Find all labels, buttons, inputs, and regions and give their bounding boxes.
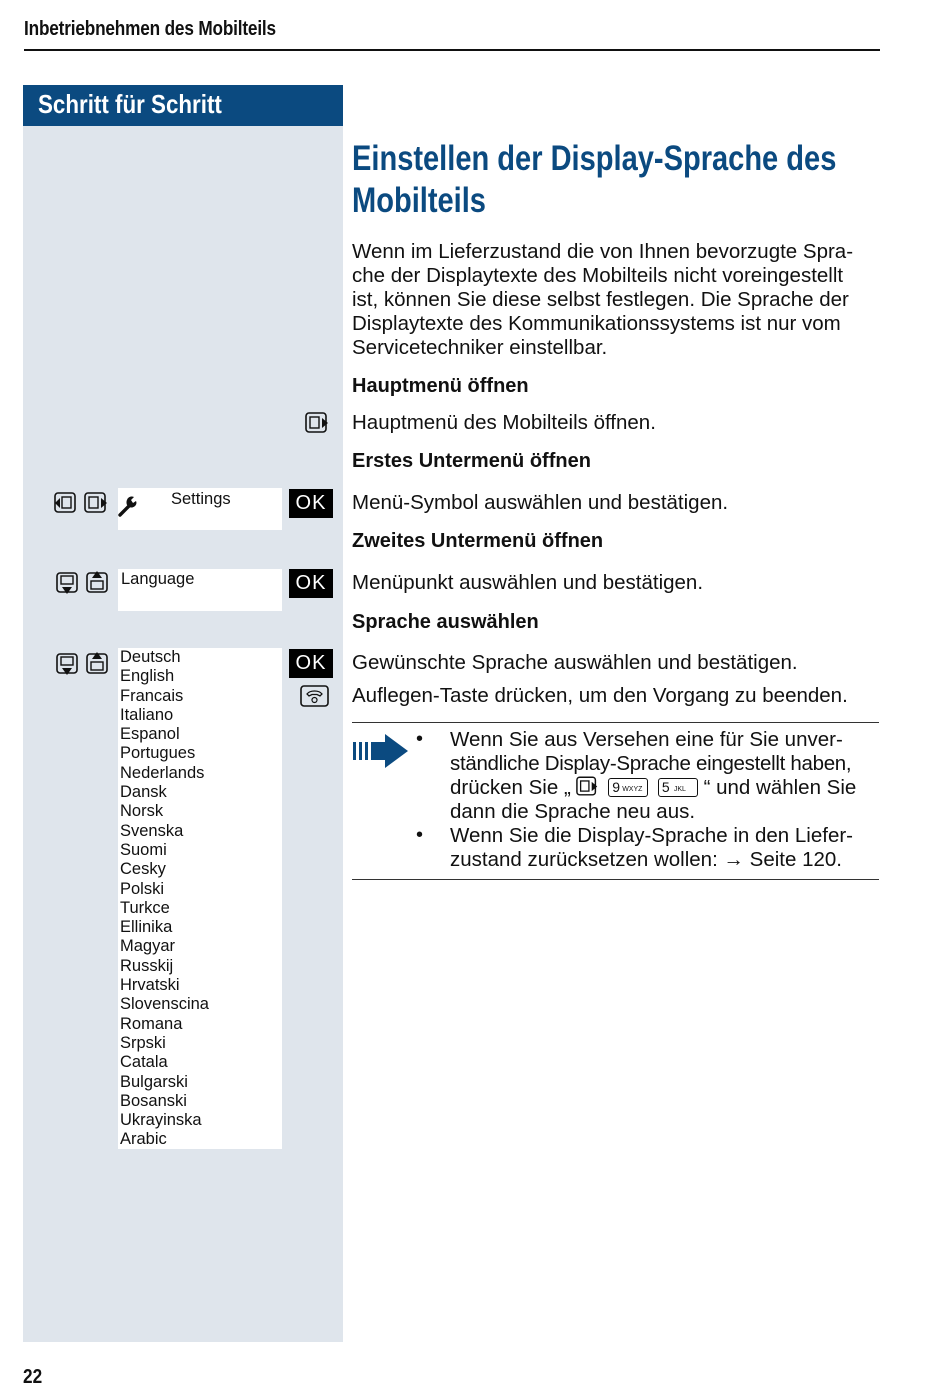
page-number: 22 xyxy=(23,1366,43,1388)
page-title: Einstellen der Display-Sprache des Mobilteils xyxy=(352,139,837,220)
intro-paragraph xyxy=(352,240,882,360)
section-heading: Zweites Untermenü öffnen xyxy=(352,530,604,552)
step-text: Hauptmenü des Mobilteils öffnen. xyxy=(352,411,656,434)
step-text: Menü-Symbol auswählen und bestätigen. xyxy=(352,491,729,514)
step-text: Gewünschte Sprache auswählen und bestätigen. xyxy=(352,651,798,674)
key-9-icon xyxy=(608,778,648,797)
language-option[interactable]: Francais xyxy=(120,686,184,705)
step-column-title xyxy=(23,85,343,126)
section-heading: Erstes Untermenü öffnen xyxy=(352,450,591,472)
language-option[interactable]: Italiano xyxy=(120,705,174,724)
language-option[interactable]: Catala xyxy=(120,1053,168,1072)
note-line: Wenn Sie die Display-Sprache in den Liefer- xyxy=(450,824,854,847)
step-text: Menüpunkt auswählen und bestätigen. xyxy=(352,571,704,594)
language-option[interactable]: Ukrayinska xyxy=(120,1111,202,1130)
up-key-icon[interactable] xyxy=(86,570,108,594)
note-2 xyxy=(450,824,880,872)
running-header: Inbetriebnehmen des Mobilteils xyxy=(24,18,276,40)
note-line-keys xyxy=(450,776,880,800)
language-option[interactable]: Srpski xyxy=(120,1033,166,1052)
key-digit: 9 xyxy=(612,779,620,795)
language-option[interactable]: English xyxy=(120,667,175,686)
language-option[interactable]: Svenska xyxy=(120,821,184,840)
key-letters: JKL xyxy=(673,786,686,793)
step-column-title-text: Schritt für Schritt xyxy=(38,89,222,119)
key-5-icon xyxy=(658,778,698,797)
intro-line: Wenn im Lieferzustand die von Ihnen bevorzugte Spra- xyxy=(352,240,854,263)
header-rule xyxy=(24,49,880,51)
settings-label: Settings xyxy=(171,490,231,508)
section-heading: Hauptmenü öffnen xyxy=(352,375,529,397)
bullet: • xyxy=(416,824,424,846)
language-option[interactable]: Hrvatski xyxy=(120,976,180,995)
right-menu-key-icon xyxy=(576,776,600,797)
language-option[interactable]: Dansk xyxy=(120,783,167,802)
note-line[interactable]: zustand zurücksetzen wollen: → Seite 120. xyxy=(450,848,842,871)
language-option[interactable]: Portugues xyxy=(120,744,196,763)
display-language xyxy=(118,569,282,611)
language-option[interactable]: Ellinika xyxy=(120,918,173,937)
ok-button[interactable]: OK xyxy=(289,649,333,678)
note-arrow-icon xyxy=(352,732,410,770)
right-menu-key-icon xyxy=(305,412,331,434)
down-key-icon[interactable] xyxy=(56,572,78,596)
ok-button[interactable]: OK xyxy=(289,489,333,518)
end-call-key-icon[interactable] xyxy=(300,685,330,707)
language-option[interactable]: Norsk xyxy=(120,802,164,821)
down-key-icon[interactable] xyxy=(56,653,78,677)
note-text: “ und wählen Sie xyxy=(703,776,857,799)
intro-line: ist, können Sie diese selbst festlegen. Die Sprache der xyxy=(352,288,849,311)
key-digit: 5 xyxy=(661,779,670,795)
intro-line: Servicetechniker einstellbar. xyxy=(352,336,608,359)
language-option[interactable]: Arabic xyxy=(120,1130,167,1149)
language-option[interactable]: Turkce xyxy=(120,898,170,917)
up-key-icon[interactable] xyxy=(86,651,108,675)
language-option[interactable]: Espanol xyxy=(120,725,180,744)
key-letters: WXYZ xyxy=(622,786,643,793)
note-line: dann die Sprache neu aus. xyxy=(450,800,696,823)
language-option[interactable]: Magyar xyxy=(120,937,176,956)
step-text: Auflegen-Taste drücken, um den Vorgang zu beenden. xyxy=(352,684,848,707)
display-settings xyxy=(118,488,282,530)
note-text: drücken Sie „ xyxy=(450,776,571,799)
language-option[interactable]: Deutsch xyxy=(120,648,181,666)
language-option[interactable]: Nederlands xyxy=(120,763,205,782)
notes-top-rule xyxy=(352,722,879,723)
language-list xyxy=(120,648,209,1150)
left-key-icon[interactable] xyxy=(53,492,77,514)
language-option[interactable]: Polski xyxy=(120,879,165,898)
language-option[interactable]: Bosanski xyxy=(120,1091,187,1110)
notes-bottom-rule xyxy=(352,879,879,880)
intro-line: che der Displaytexte des Mobilteils nicht voreingestellt xyxy=(352,264,844,287)
note-line: ständliche Display-Sprache eingestellt haben, xyxy=(450,752,852,775)
language-option[interactable]: Russkij xyxy=(120,956,174,975)
language-option[interactable]: Slovenscina xyxy=(120,995,209,1014)
right-menu-key-icon[interactable] xyxy=(84,492,110,514)
ok-button[interactable]: OK xyxy=(289,569,333,598)
note-line: Wenn Sie aus Versehen eine für Sie unver- xyxy=(450,728,843,751)
language-label: Language xyxy=(121,570,195,588)
bullet: • xyxy=(416,728,424,750)
note-1 xyxy=(450,728,880,824)
language-option[interactable]: Bulgarski xyxy=(120,1072,188,1091)
language-option[interactable]: Romana xyxy=(120,1014,183,1033)
language-option[interactable]: Cesky xyxy=(120,860,166,879)
language-option[interactable]: Suomi xyxy=(120,840,167,859)
section-heading: Sprache auswählen xyxy=(352,611,539,633)
intro-line: Displaytexte des Kommunikationssystems ist nur vom xyxy=(352,312,841,335)
wrench-icon xyxy=(118,493,140,517)
